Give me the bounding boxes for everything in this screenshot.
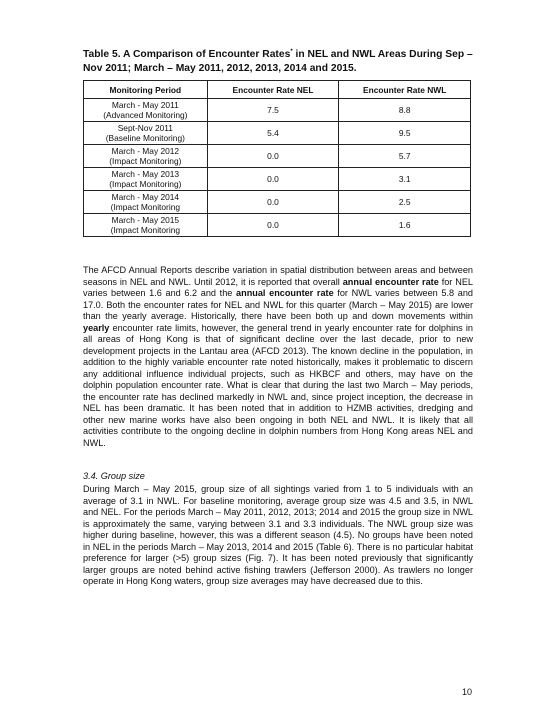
period-phase: (Impact Monitoring: [110, 202, 181, 212]
table-row: [84, 122, 471, 145]
nwl-rate-cell: 3.1: [339, 168, 471, 191]
nwl-rate-cell: 1.6: [339, 214, 471, 237]
table-row: [84, 145, 471, 168]
nel-rate-cell: 7.5: [207, 99, 339, 122]
nel-rate-cell: 0.0: [207, 191, 339, 214]
paragraph-text: for NWL varies between 5.8 and 17.0. Both the encounter rates for NEL and NWL for this quarter (March – May 2015) are lower than the yearly average. Historically, there have been both up and down movements within: [83, 288, 474, 321]
paragraph-text: The AFCD Annual Reports describe variation in spatial distribution between areas and between seasons in NEL and NWL. Until 2012, it is reported that overall: [83, 265, 473, 287]
period-line: March - May 2013: [111, 169, 180, 179]
nwl-rate-cell: 2.5: [339, 191, 471, 214]
nel-rate-cell: 0.0: [207, 145, 339, 168]
paragraph-text: for NEL varies between 1.6 and 6.2 and the: [83, 276, 474, 298]
period-line: March - May 2015: [111, 215, 180, 225]
paragraph-text: encounter rate limits, however, the general trend in yearly encounter rate for dolphins in all areas of Hong Kong is that of significant decline over the last decade, prior to new development projects in the Lantau area (AFCD 2013). The known decline in the population, in addition to the highly variable encounter rate noted historically, makes it problematic to discern any additional influence individual projects, such as HKBCF and others, may have on the dolphin population encounter rate. What is clear that during the last two March – May periods, the encounter rate has declined markedly in NWL and, since project inception, the decrease in NEL has been dramatic. It has been noted that in addition to HZMB activities, dredging and other new marine works have also been ongoing in both NEL and NWL. It is likely that all activities contribute to the ongoing decline in dolphin numbers from Hong Kong areas NEL and NWL.: [83, 322, 473, 448]
period-phase: (Impact Monitoring: [110, 225, 181, 235]
bold-term: yearly: [83, 322, 110, 333]
period-line: March - May 2014: [111, 192, 180, 202]
header-monitoring-period: Monitoring Period: [84, 81, 208, 99]
header-encounter-rate-nel: Encounter Rate NEL: [207, 81, 339, 99]
nel-rate-cell: 5.4: [207, 122, 339, 145]
period-phase: (Impact Monitoring): [109, 156, 182, 166]
caption-prefix: Table 5. A Comparison of Encounter Rates: [83, 49, 291, 60]
header-encounter-rate-nwl: Encounter Rate NWL: [339, 81, 471, 99]
group-size-paragraph: During March – May 2015, group size of all sightings varied from 1 to 5 individuals with an average of 3.1 in NWL. For baseline monitoring, average group size was 4.5 and 3.5, in NWL and NEL. For the periods March – May 2011, 2012, 2013; 2014 and 2015 the group size in NWL is approximately the same, varying between 3.1 and 3.3 individuals. The NWL group size was higher during baseline, however, this was a different season (4.5). No groups have been noted in NEL in the periods March – May 2013, 2014 and 2015 (Table 6). There is no particular habitat preference for larger (>5) group sizes (Fig. 7). It has been noted previously that significantly larger groups are noted behind active fishing trawlers (Jefferson 2000). As trawlers no longer operate in Hong Kong waters, group size averages may have decreased due to this.: [83, 484, 473, 586]
period-line: March - May 2011: [111, 100, 179, 110]
period-phase: (Impact Monitoring): [109, 179, 182, 189]
table-row: [84, 99, 471, 122]
period-line: March - May 2012: [111, 146, 180, 156]
nel-rate-cell: 0.0: [207, 214, 339, 237]
bold-term: annual encounter rate: [236, 288, 334, 298]
nwl-rate-cell: 8.8: [339, 99, 471, 122]
table-row: [84, 191, 471, 214]
period-phase: (Baseline Monitoring): [105, 133, 185, 143]
table-caption: [83, 46, 483, 75]
period-cell: [84, 214, 208, 237]
period-cell: [84, 191, 208, 214]
period-cell: [84, 168, 208, 191]
table-row: [84, 168, 471, 191]
nel-rate-cell: 0.0: [207, 168, 339, 191]
nwl-rate-cell: 9.5: [339, 122, 471, 145]
page-number: 10: [462, 687, 473, 697]
table-row: [84, 214, 471, 237]
period-cell: [84, 99, 208, 122]
period-cell: [84, 145, 208, 168]
nwl-rate-cell: 5.7: [339, 145, 471, 168]
period-phase: (Advanced Monitoring): [103, 110, 188, 120]
caption-footnote-marker: *: [290, 49, 293, 55]
period-cell: [84, 122, 208, 145]
caption-suffix: in NEL and NWL Areas During Sep – Nov 2011; March – May 2011, 2012, 2013, 2014 and 2015.: [83, 49, 473, 74]
encounter-rate-table: [83, 80, 471, 237]
bold-term: annual encounter rate: [342, 276, 439, 287]
encounter-rate-discussion-paragraph: [83, 265, 473, 449]
section-heading: 3.4. Group size: [83, 471, 145, 481]
period-line: Sept-Nov 2011: [117, 123, 173, 133]
table-header-row: [84, 81, 471, 99]
